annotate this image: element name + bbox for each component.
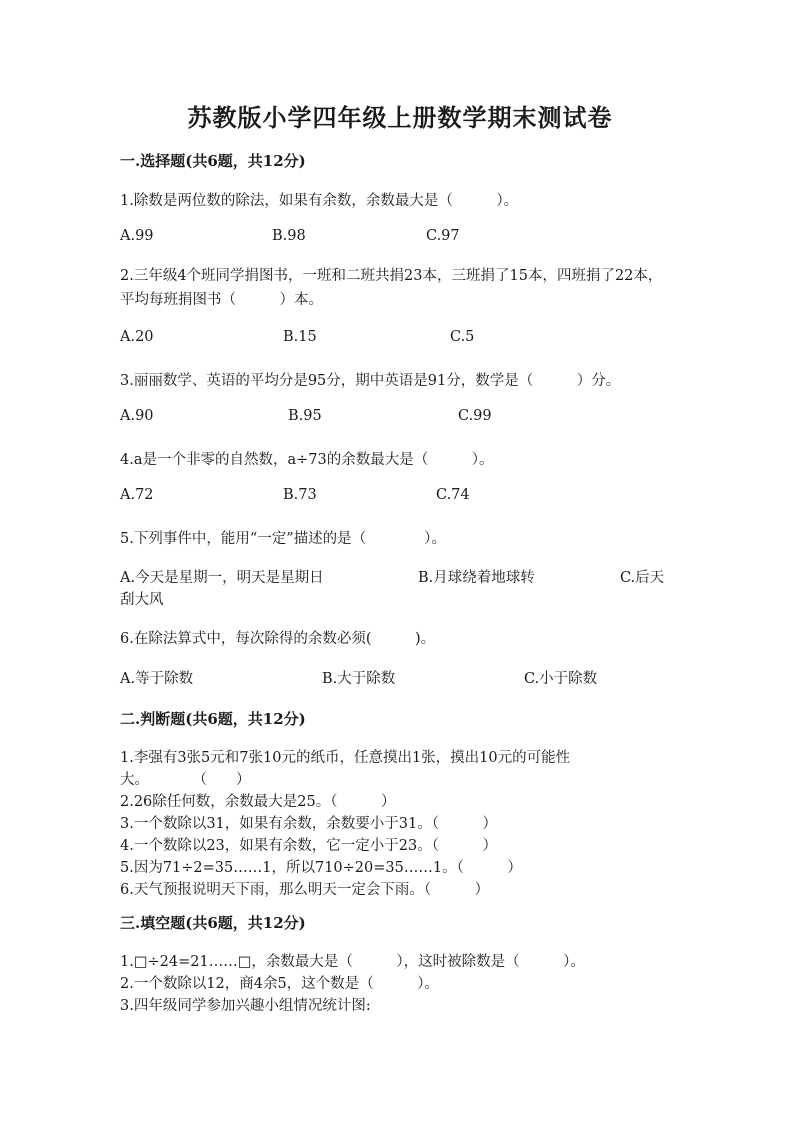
choice-3-option-a: A.90 [120,408,154,424]
fill-question-2: 2.一个数除以12，商4余5，这个数是（ ）。 [120,976,439,992]
choice-6-option-b: B.大于除数 [322,671,396,687]
choice-2-option-a: A.20 [120,329,154,345]
judge-question-1: 1.李强有3张5元和7张10元的纸币，任意摸出1张，摸出10元的可能性 [120,750,571,766]
choice-2-option-b: B.15 [283,329,317,345]
choice-question-3: 3.丽丽数学、英语的平均分是95分，期中英语是91分，数学是（ ）分。 [120,373,621,389]
choice-question-6: 6.在除法算式中，每次除得的余数必须( )。 [120,631,436,647]
choice-5-option-b: B.月球绕着地球转 [418,570,535,586]
choice-question-5: 5.下列事件中，能用“一定”描述的是（ ）。 [120,531,446,547]
choice-5-option-c: C.后天 [620,570,665,586]
choice-5-option-a: A.今天是星期一，明天是星期日 [120,570,324,586]
choice-question-1: 1.除数是两位数的除法，如果有余数，余数最大是（ ）。 [120,193,519,209]
fill-question-3: 3.四年级同学参加兴趣小组情况统计图: [120,998,371,1014]
judge-question-5: 5.因为71÷2=35……1，所以710÷20=35……1。（ ） [120,860,522,876]
choice-question-2: 2.三年级4个班同学捐图书，一班和二班共捐23本，三班捐了15本，四班捐了22本，平均每班捐图书（ ）本。 [120,268,663,308]
choice-6-option-a: A.等于除数 [120,671,194,687]
choice-question-4: 4.a是一个非零的自然数，a÷73的余数最大是（ ）。 [120,452,494,468]
choice-4-option-c: C.74 [436,487,470,503]
choice-4-option-b: B.73 [283,487,317,503]
choice-3-option-b: B.95 [288,408,322,424]
choice-1-option-b: B.98 [272,228,306,244]
judge-question-1-cont: 大。 （ ） [120,772,251,788]
choice-5-option-c-overflow: 刮大风 [120,592,164,608]
judge-question-6: 6.天气预报说明天下雨，那么明天一定会下雨。（ ） [120,882,490,898]
section-heading-choice: 一.选择题(共6题，共12分) [120,152,306,170]
choice-1-option-c: C.97 [426,228,460,244]
choice-6-option-c: C.小于除数 [524,671,598,687]
choice-3-option-c: C.99 [458,408,492,424]
section-heading-judge: 二.判断题(共6题，共12分) [120,710,306,728]
choice-4-option-a: A.72 [120,487,154,503]
fill-question-1: 1.□÷24=21……□，余数最大是（ ），这时被除数是（ ）。 [120,954,585,970]
page-title: 苏教版小学四年级上册数学期末测试卷 [187,103,613,132]
choice-1-option-a: A.99 [120,228,154,244]
choice-2-option-c: C.5 [450,329,475,345]
judge-question-4: 4.一个数除以23，如果有余数，它一定小于23。（ ） [120,838,497,854]
section-heading-fill: 三.填空题(共6题，共12分) [120,914,306,932]
judge-question-3: 3.一个数除以31，如果有余数，余数要小于31。（ ） [120,816,497,832]
judge-question-2: 2.26除任何数，余数最大是25。（ ） [120,794,396,810]
